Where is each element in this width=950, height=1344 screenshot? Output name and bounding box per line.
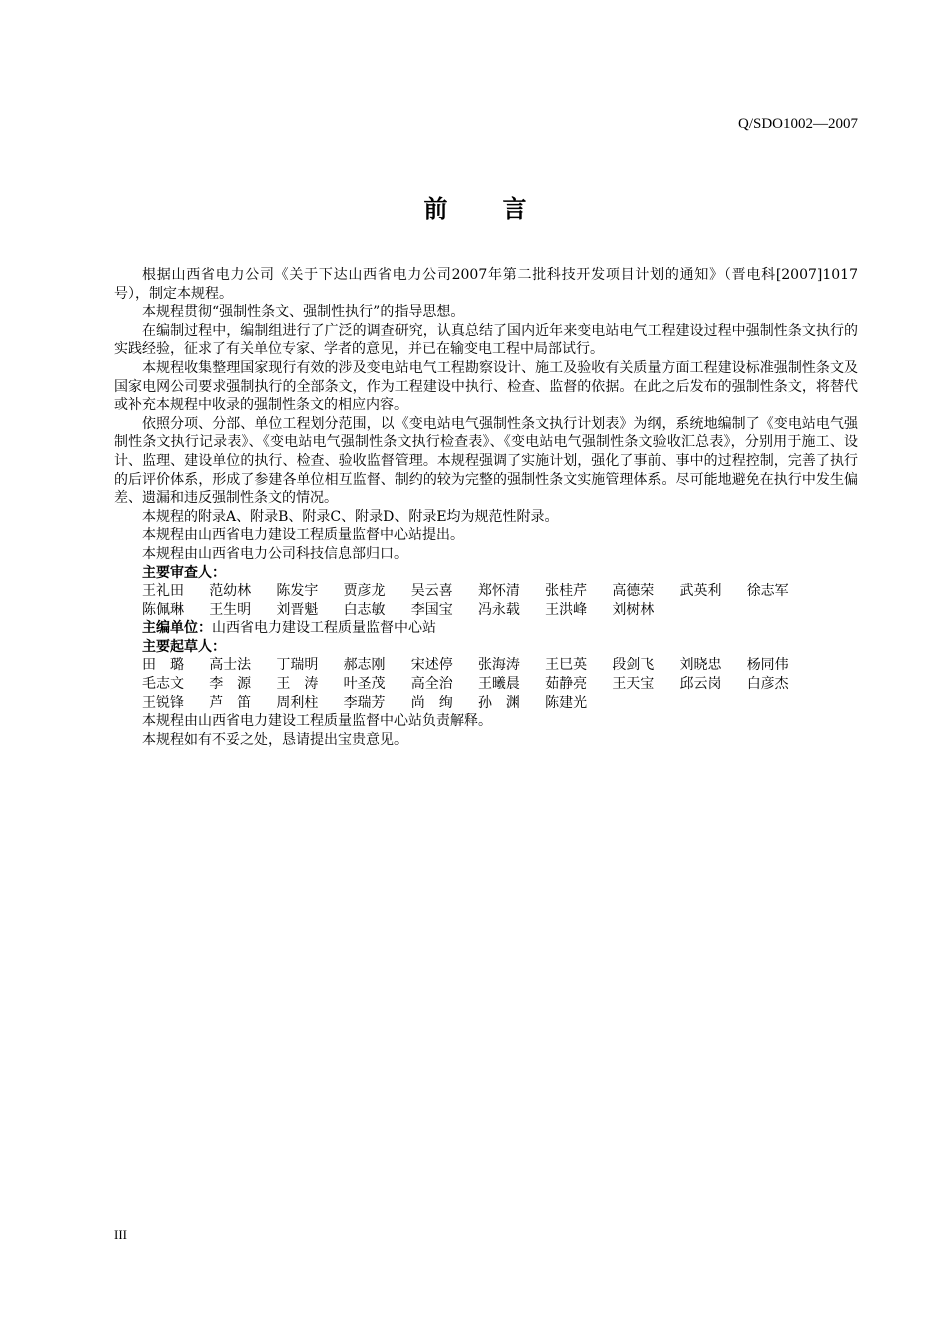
drafter-name: 刘晓忠 [679, 657, 722, 674]
reviewer-name: 王礼田 [142, 583, 184, 600]
paragraph-appendices: 本规程的附录A、附录B、附录C、附录D、附录E均为规范性附录。 [142, 508, 559, 525]
reviewers-heading: 主要审查人： [142, 564, 226, 581]
drafter-name: 李瑞芳 [343, 694, 386, 711]
drafter-name: 茹静亮 [545, 676, 588, 693]
paragraph-guiding-idea: 本规程贯彻“强制性条文、强制性执行”的指导思想。 [142, 304, 465, 321]
reviewer-name: 冯永载 [477, 601, 520, 618]
paragraph-basis: 根据山西省电力公司《关于下达山西省电力公司2007年第二批科技开发项目计划的通知》（晋电科[2007]1017号），制定本规程。 [114, 267, 858, 302]
drafter-name: 高全治 [410, 676, 453, 693]
paragraph-interpretation: 本规程由山西省电力建设工程质量监督中心站负责解释。 [142, 713, 492, 730]
drafter-name: 田 璐 [142, 657, 184, 674]
reviewer-name: 王生明 [209, 601, 252, 618]
editor-unit-label: 主编单位： [142, 620, 212, 637]
reviewer-name: 吴云喜 [410, 583, 453, 600]
reviewer-name: 郑怀清 [477, 583, 520, 600]
reviewer-name: 王洪峰 [545, 601, 588, 618]
drafter-name: 杨同伟 [746, 657, 789, 674]
drafter-name: 宋述停 [410, 657, 453, 674]
paragraph-administrator: 本规程由山西省电力公司科技信息部归口。 [142, 545, 408, 562]
drafter-name: 王天宝 [612, 676, 655, 693]
reviewer-name: 刘树林 [612, 601, 655, 618]
page-title: 前言 [423, 195, 582, 223]
paragraph-scope: 本规程收集整理国家现行有效的涉及变电站电气工程勘察设计、施工及验收有关质量方面工程建设标准强制性条文及国家电网公司要求强制执行的全部条文，作为工程建设中执行、检查、监督的依据。在此之后发布的强制性条文，将替代或补充本规程中收录的强制性条文的相应内容。 [114, 359, 858, 414]
drafter-name: 李 源 [209, 676, 252, 693]
reviewer-name: 武英利 [679, 583, 722, 600]
paragraph-tables: 依照分项、分部、单位工程划分范围，以《变电站电气强制性条文执行计划表》为纲，系统地编制了《变电站电气强制性条文执行记录表》、《变电站电气强制性条文执行检查表》、《变电站电气强制性条文验收汇总表》，分别用于施工、设计、监理、建设单位的执行、检查、验收监督管理。本规程强调了实施计划，强化了事前、事中的过程控制，完善了执行的后评价体系，形成了参建各单位相互监督、制约的较为完整的强制性条文实施管理体系。尽可能地避免在执行中发生偏差、遗漏和违反强制性条文的情况。 [114, 415, 858, 507]
drafter-name: 芦 笛 [209, 694, 252, 711]
drafter-name: 丁瑞明 [276, 657, 319, 674]
drafter-name: 高士法 [209, 657, 252, 674]
drafters-row [114, 656, 858, 675]
reviewer-name: 范幼林 [209, 583, 252, 600]
drafter-name: 张海涛 [477, 657, 520, 674]
drafters-heading: 主要起草人： [142, 638, 226, 655]
drafter-name: 叶圣茂 [343, 676, 386, 693]
reviewer-name: 贾彦龙 [343, 583, 386, 600]
drafter-name: 王锐锋 [142, 694, 184, 711]
drafter-name: 王巳英 [545, 657, 588, 674]
preface-body [114, 266, 858, 749]
reviewer-name: 李国宝 [410, 601, 453, 618]
paragraph-compilation: 在编制过程中，编制组进行了广泛的调查研究，认真总结了国内近年来变电站电气工程建设过程中强制性条文执行的实践经验，征求了有关单位专家、学者的意见，并已在输变电工程中局部试行。 [114, 322, 858, 358]
drafter-name: 邱云岗 [679, 676, 722, 693]
drafter-name: 陈建光 [545, 694, 588, 711]
reviewer-name: 陈佩琳 [142, 601, 184, 618]
paragraph-feedback: 本规程如有不妥之处，恳请提出宝贵意见。 [142, 731, 408, 748]
drafter-name: 郝志刚 [343, 657, 386, 674]
editor-unit-value: 山西省电力建设工程质量监督中心站 [212, 620, 436, 637]
reviewer-name: 张桂芹 [545, 583, 588, 600]
reviewer-name: 高德荣 [612, 583, 655, 600]
reviewer-name: 刘晋魁 [276, 601, 319, 618]
document-code: Q/SDO1002—2007 [737, 116, 858, 132]
reviewer-name: 白志敏 [343, 601, 386, 618]
reviewer-name: 徐志军 [746, 583, 789, 600]
drafter-name: 王曦晨 [477, 676, 520, 693]
page-number: III [114, 1227, 127, 1242]
drafter-name: 王 涛 [276, 676, 319, 693]
reviewers-row [114, 601, 858, 620]
drafter-name: 白彦杰 [746, 676, 789, 693]
reviewer-name: 陈发宇 [276, 583, 319, 600]
drafters-row [114, 694, 858, 713]
drafter-name: 毛志文 [142, 676, 184, 693]
reviewers-row [114, 582, 858, 601]
drafter-name: 尚 绚 [410, 694, 453, 711]
editor-unit-line [114, 619, 858, 638]
drafter-name: 周利柱 [276, 694, 319, 711]
drafter-name: 孙 渊 [477, 694, 520, 711]
paragraph-proposer: 本规程由山西省电力建设工程质量监督中心站提出。 [142, 527, 464, 544]
drafters-row [114, 675, 858, 694]
drafter-name: 段剑飞 [612, 657, 655, 674]
